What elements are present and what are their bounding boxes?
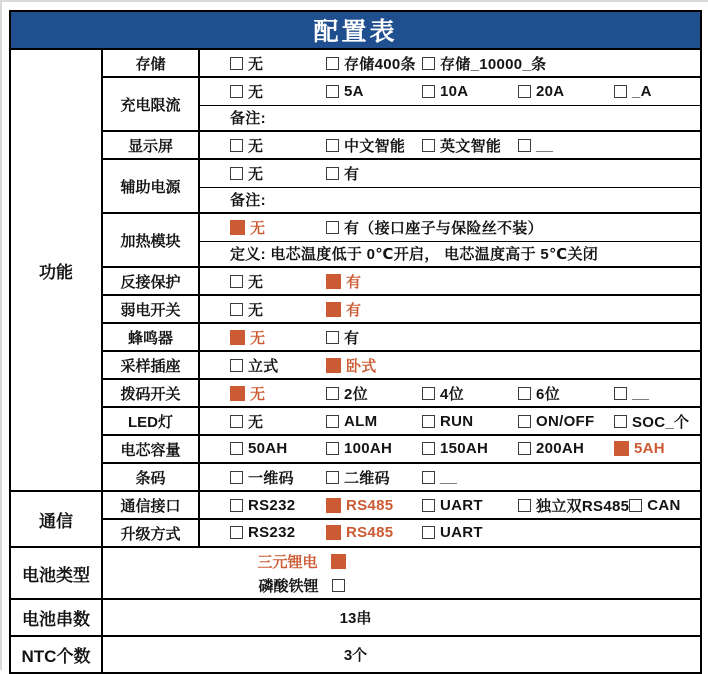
option-item[interactable] bbox=[422, 497, 518, 514]
checkbox-icon[interactable] bbox=[230, 499, 243, 512]
title-row bbox=[10, 11, 701, 49]
checkbox-checked-icon[interactable] bbox=[230, 220, 245, 235]
option-item[interactable] bbox=[326, 299, 422, 320]
checkbox-icon[interactable] bbox=[326, 471, 339, 484]
option-label: RS232 bbox=[248, 496, 296, 514]
option-label: 有（接口座子与保险丝不装） bbox=[344, 219, 543, 237]
option-label: 无 bbox=[248, 165, 264, 183]
table-row bbox=[10, 323, 701, 351]
table-row bbox=[10, 519, 701, 547]
option-label: UART bbox=[440, 524, 483, 542]
options-cell bbox=[199, 463, 701, 491]
option-item[interactable] bbox=[326, 383, 422, 404]
option-item[interactable] bbox=[422, 440, 518, 457]
options-cell bbox=[199, 295, 701, 323]
table-body bbox=[10, 49, 701, 673]
checkbox-icon[interactable] bbox=[326, 387, 339, 400]
row-label: 加热模块 bbox=[102, 213, 199, 267]
option-item[interactable] bbox=[230, 163, 326, 184]
row-label: 通信接口 bbox=[102, 491, 199, 519]
option-item[interactable] bbox=[422, 53, 546, 74]
option-label: 无 bbox=[250, 219, 266, 237]
checkbox-icon[interactable] bbox=[230, 526, 243, 539]
option-item[interactable] bbox=[518, 440, 614, 457]
checkbox-icon[interactable] bbox=[326, 57, 339, 70]
checkbox-icon[interactable] bbox=[326, 331, 339, 344]
option-label: 150AH bbox=[440, 440, 489, 458]
option-item[interactable] bbox=[326, 440, 422, 457]
checkbox-icon[interactable] bbox=[518, 499, 531, 512]
checkbox-icon[interactable] bbox=[230, 139, 243, 152]
option-label: 独立双RS485 bbox=[536, 497, 630, 515]
checkbox-icon[interactable] bbox=[230, 303, 243, 316]
options-cell bbox=[199, 407, 701, 435]
row-label: 升级方式 bbox=[102, 519, 199, 547]
option-item[interactable] bbox=[629, 497, 701, 514]
option-label: RS485 bbox=[346, 496, 394, 514]
checkbox-checked-icon[interactable] bbox=[614, 441, 629, 456]
option-item[interactable] bbox=[230, 217, 326, 238]
option-item[interactable] bbox=[230, 135, 326, 156]
option-label: 一维码 bbox=[248, 469, 294, 487]
option-item[interactable] bbox=[518, 383, 614, 404]
option-label: 二维码 bbox=[344, 469, 390, 487]
checkbox-icon[interactable] bbox=[230, 85, 243, 98]
option-label: 磷酸铁锂 bbox=[258, 577, 319, 595]
option-label: 存储400条 bbox=[344, 55, 416, 73]
checkbox-checked-icon[interactable] bbox=[326, 498, 341, 513]
checkbox-icon[interactable] bbox=[422, 387, 435, 400]
option-item[interactable] bbox=[614, 385, 701, 402]
options-cell bbox=[199, 49, 701, 77]
option-label: 立式 bbox=[248, 357, 279, 375]
value-cell: 3个 bbox=[102, 636, 701, 673]
option-label: 5A bbox=[344, 82, 364, 100]
options-cell bbox=[199, 519, 701, 547]
checkbox-icon[interactable] bbox=[614, 415, 627, 428]
options-cell bbox=[199, 159, 701, 187]
row-label: 显示屏 bbox=[102, 131, 199, 159]
note-cell: 备注: bbox=[199, 105, 701, 131]
checkbox-icon[interactable] bbox=[230, 167, 243, 180]
option-item[interactable] bbox=[422, 135, 518, 156]
checkbox-icon[interactable] bbox=[614, 387, 627, 400]
option-label: 无 bbox=[250, 385, 266, 403]
option-item[interactable] bbox=[230, 327, 326, 348]
table-row bbox=[10, 351, 701, 379]
table-row bbox=[10, 599, 701, 636]
option-label: 50AH bbox=[248, 440, 288, 458]
option-label: 5AH bbox=[634, 440, 665, 458]
option-item[interactable] bbox=[518, 83, 614, 100]
options-cell bbox=[199, 77, 701, 105]
checkbox-icon[interactable] bbox=[422, 526, 435, 539]
table-row bbox=[10, 407, 701, 435]
option-item[interactable] bbox=[326, 355, 422, 376]
table-row bbox=[10, 636, 701, 673]
option-label: 三元锂电 bbox=[257, 553, 318, 571]
option-item[interactable] bbox=[422, 469, 518, 486]
checkbox-icon[interactable] bbox=[230, 442, 243, 455]
option-item[interactable] bbox=[518, 413, 614, 430]
option-item[interactable] bbox=[230, 383, 326, 404]
checkbox-checked-icon[interactable] bbox=[326, 358, 341, 373]
row-label: 存储 bbox=[102, 49, 199, 77]
option-label: 中文智能 bbox=[344, 137, 406, 155]
option-label: 无 bbox=[250, 329, 266, 347]
checkbox-icon[interactable] bbox=[629, 499, 642, 512]
option-label: 100AH bbox=[344, 440, 393, 458]
table-row bbox=[10, 547, 701, 599]
checkbox-icon[interactable] bbox=[518, 85, 531, 98]
category-label: 电池串数 bbox=[10, 599, 102, 636]
checkbox-icon[interactable] bbox=[326, 221, 339, 234]
checkbox-icon[interactable] bbox=[422, 442, 435, 455]
option-item[interactable] bbox=[422, 524, 518, 541]
options-cell bbox=[199, 323, 701, 351]
checkbox-checked-icon[interactable] bbox=[331, 554, 346, 569]
table-row bbox=[10, 267, 701, 295]
option-item[interactable] bbox=[326, 53, 422, 74]
option-item[interactable] bbox=[326, 163, 422, 184]
option-label: 无 bbox=[248, 301, 264, 319]
table-row bbox=[10, 491, 701, 519]
option-item[interactable] bbox=[230, 411, 326, 432]
option-item[interactable] bbox=[230, 355, 326, 376]
option-item[interactable] bbox=[518, 137, 614, 154]
checkbox-icon[interactable] bbox=[326, 139, 339, 152]
options-cell bbox=[199, 267, 701, 295]
category-label: 通信 bbox=[10, 491, 102, 547]
option-item[interactable] bbox=[230, 299, 326, 320]
option-label: 存储_10000_条 bbox=[440, 55, 547, 73]
row-label: 条码 bbox=[102, 463, 199, 491]
options-cell bbox=[199, 213, 701, 241]
option-item[interactable] bbox=[422, 383, 518, 404]
checkbox-icon[interactable] bbox=[230, 359, 243, 372]
option-item[interactable] bbox=[230, 497, 326, 514]
option-item[interactable] bbox=[230, 53, 326, 74]
options-cell bbox=[199, 491, 701, 519]
option-label: 20A bbox=[536, 82, 565, 100]
checkbox-icon[interactable] bbox=[518, 139, 531, 152]
checkbox-icon[interactable] bbox=[326, 85, 339, 98]
checkbox-icon[interactable] bbox=[518, 387, 531, 400]
option-label: RS485 bbox=[346, 524, 394, 542]
option-label: 无 bbox=[248, 55, 264, 73]
battery-type-option[interactable] bbox=[103, 549, 500, 573]
table-row bbox=[10, 379, 701, 407]
row-label: 反接保护 bbox=[102, 267, 199, 295]
checkbox-icon[interactable] bbox=[422, 139, 435, 152]
checkbox-checked-icon[interactable] bbox=[326, 302, 341, 317]
option-item[interactable] bbox=[230, 81, 326, 102]
option-item[interactable] bbox=[230, 271, 326, 292]
option-label: 无 bbox=[248, 273, 264, 291]
options-cell bbox=[199, 351, 701, 379]
option-item[interactable] bbox=[422, 413, 518, 430]
option-label: __ bbox=[536, 136, 554, 154]
checkbox-icon[interactable] bbox=[518, 442, 531, 455]
checkbox-icon[interactable] bbox=[518, 415, 531, 428]
option-label: ON/OFF bbox=[536, 412, 595, 430]
options-cell bbox=[199, 131, 701, 159]
option-item[interactable] bbox=[614, 440, 701, 457]
options-cell bbox=[199, 435, 701, 463]
option-item[interactable] bbox=[614, 83, 701, 100]
option-item[interactable] bbox=[614, 411, 701, 432]
row-label: 蜂鸣器 bbox=[102, 323, 199, 351]
row-label: 拨码开关 bbox=[102, 379, 199, 407]
row-label: 电芯容量 bbox=[102, 435, 199, 463]
table-row bbox=[10, 213, 701, 241]
option-label: 4位 bbox=[440, 385, 464, 403]
row-label: LED灯 bbox=[102, 407, 199, 435]
config-table bbox=[9, 10, 702, 674]
option-item[interactable] bbox=[326, 327, 422, 348]
row-label: 充电限流 bbox=[102, 77, 199, 131]
checkbox-icon[interactable] bbox=[326, 415, 339, 428]
table-row bbox=[10, 77, 701, 105]
option-item[interactable] bbox=[326, 271, 422, 292]
note-cell: 定义: 电芯温度低于 0℃开启， 电芯温度高于 5℃关闭 bbox=[199, 241, 701, 267]
option-label: 无 bbox=[248, 83, 264, 101]
option-label: _A bbox=[632, 82, 652, 100]
checkbox-icon[interactable] bbox=[422, 471, 435, 484]
checkbox-icon[interactable] bbox=[230, 415, 243, 428]
page-title: 配置表 bbox=[10, 11, 701, 49]
checkbox-checked-icon[interactable] bbox=[230, 330, 245, 345]
table-row bbox=[10, 435, 701, 463]
checkbox-checked-icon[interactable] bbox=[230, 386, 245, 401]
option-label: RS232 bbox=[248, 524, 296, 542]
option-label: __ bbox=[440, 468, 458, 486]
table-row bbox=[10, 463, 701, 491]
checkbox-icon[interactable] bbox=[326, 167, 339, 180]
option-label: 6位 bbox=[536, 385, 560, 403]
option-label: RUN bbox=[440, 412, 474, 430]
row-label: 辅助电源 bbox=[102, 159, 199, 213]
option-item[interactable] bbox=[230, 440, 326, 457]
option-label: 有 bbox=[344, 329, 360, 347]
option-label: CAN bbox=[647, 496, 681, 514]
option-label: UART bbox=[440, 496, 483, 514]
category-label: 电池类型 bbox=[10, 547, 102, 599]
option-label: 英文智能 bbox=[440, 137, 502, 155]
option-label: 无 bbox=[248, 137, 264, 155]
checkbox-icon[interactable] bbox=[230, 57, 243, 70]
option-item[interactable] bbox=[230, 467, 326, 488]
option-label: 10A bbox=[440, 82, 469, 100]
checkbox-icon[interactable] bbox=[422, 499, 435, 512]
checkbox-icon[interactable] bbox=[422, 57, 435, 70]
checkbox-icon[interactable] bbox=[230, 275, 243, 288]
checkbox-checked-icon[interactable] bbox=[326, 525, 341, 540]
option-label: 2位 bbox=[344, 385, 368, 403]
option-label: SOC_个 bbox=[632, 413, 690, 431]
table-row bbox=[10, 159, 701, 187]
battery-type-cell bbox=[102, 547, 701, 599]
option-label: 有 bbox=[346, 301, 362, 319]
row-label: 采样插座 bbox=[102, 351, 199, 379]
checkbox-icon[interactable] bbox=[326, 442, 339, 455]
option-item[interactable] bbox=[326, 524, 422, 541]
note-cell: 备注: bbox=[199, 187, 701, 213]
checkbox-checked-icon[interactable] bbox=[326, 274, 341, 289]
table-header bbox=[10, 11, 701, 49]
option-label: 卧式 bbox=[346, 357, 377, 375]
checkbox-icon[interactable] bbox=[332, 579, 345, 592]
table-row bbox=[10, 295, 701, 323]
checkbox-icon[interactable] bbox=[230, 471, 243, 484]
option-item[interactable] bbox=[326, 217, 543, 238]
value-cell: 13串 bbox=[102, 599, 701, 636]
option-label: 200AH bbox=[536, 440, 585, 458]
checkbox-icon[interactable] bbox=[422, 85, 435, 98]
option-item[interactable] bbox=[326, 413, 422, 430]
option-label: __ bbox=[632, 384, 650, 402]
option-label: 有 bbox=[344, 165, 360, 183]
option-item[interactable] bbox=[326, 467, 422, 488]
option-label: ALM bbox=[344, 412, 378, 430]
option-label: 无 bbox=[248, 413, 264, 431]
battery-type-option[interactable] bbox=[103, 573, 500, 597]
checkbox-icon[interactable] bbox=[422, 415, 435, 428]
table-row bbox=[10, 49, 701, 77]
option-item[interactable] bbox=[230, 524, 326, 541]
table-row bbox=[10, 131, 701, 159]
option-item[interactable] bbox=[326, 83, 422, 100]
option-item[interactable] bbox=[326, 135, 422, 156]
checkbox-icon[interactable] bbox=[614, 85, 627, 98]
options-cell bbox=[199, 379, 701, 407]
option-item[interactable] bbox=[326, 497, 422, 514]
category-label: 功能 bbox=[10, 49, 102, 491]
row-label: 弱电开关 bbox=[102, 295, 199, 323]
option-label: 有 bbox=[346, 273, 362, 291]
option-item[interactable] bbox=[422, 83, 518, 100]
category-label: NTC个数 bbox=[10, 636, 102, 673]
option-item[interactable] bbox=[518, 495, 629, 516]
